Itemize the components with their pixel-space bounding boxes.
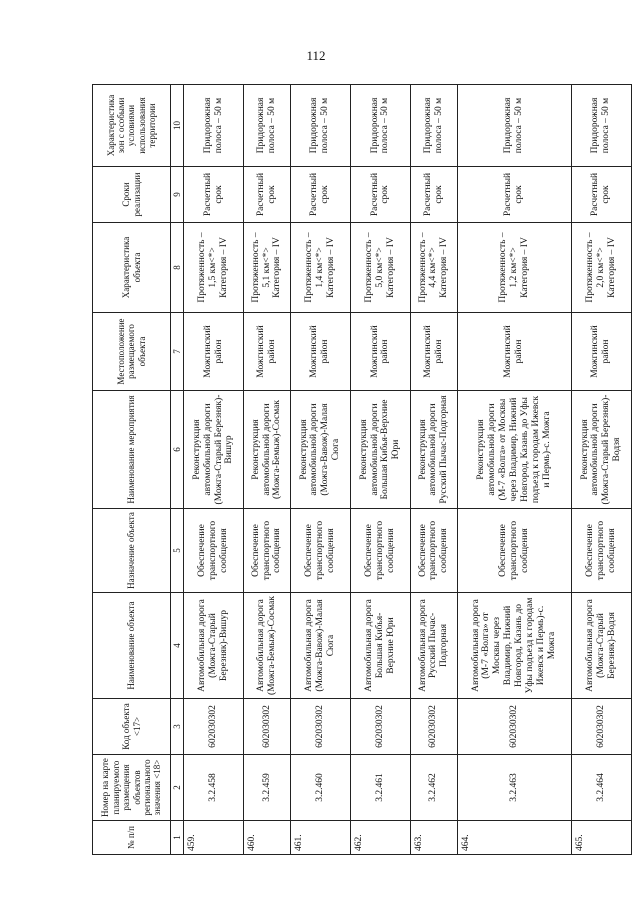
map-number: 3.2.460 [290, 755, 350, 821]
zone-characteristic: Придорожная полоса – 50 м [411, 85, 458, 167]
object-characteristic: Протяженность – 4,4 км<*> Категория – IV [411, 223, 458, 313]
object-code: 602030302 [290, 699, 350, 755]
table-row [411, 85, 458, 855]
implementation-term: Расчетный срок [244, 167, 291, 223]
row-number: 465. [571, 821, 631, 855]
table-row [290, 85, 350, 855]
object-purpose: Обеспечение транспортного сообщения [184, 509, 244, 593]
column-number: 8 [171, 223, 184, 313]
object-purpose: Обеспечение транспортного сообщения [411, 509, 458, 593]
column-number: 4 [171, 593, 184, 699]
implementation-term: Расчетный срок [184, 167, 244, 223]
column-number: 1 [171, 821, 184, 855]
table-row [571, 85, 631, 855]
object-code: 602030302 [350, 699, 410, 755]
object-code: 602030302 [411, 699, 458, 755]
header-cell: Наименование объекта [93, 593, 171, 699]
column-number: 6 [171, 391, 184, 509]
header-cell: Местоположение размещаемого объекта [93, 313, 171, 391]
column-number: 7 [171, 313, 184, 391]
object-characteristic: Протяженность – 2,0 км<*> Категория – IV [571, 223, 631, 313]
object-purpose: Обеспечение транспортного сообщения [290, 509, 350, 593]
column-number: 5 [171, 509, 184, 593]
zone-characteristic: Придорожная полоса – 50 м [184, 85, 244, 167]
object-name: Автомобильная дорога (Можга-Вавож)-Малая Сюга [290, 593, 350, 699]
object-location: Можгинский район [244, 313, 291, 391]
header-cell: Сроки реализации [93, 167, 171, 223]
column-number-row [171, 85, 184, 855]
implementation-term: Расчетный срок [290, 167, 350, 223]
implementation-term: Расчетный срок [350, 167, 410, 223]
implementation-term: Расчетный срок [457, 167, 571, 223]
column-number: 3 [171, 699, 184, 755]
object-name: Автомобильная дорога Русский Пычас-Подгорная [411, 593, 458, 699]
zone-characteristic: Придорожная полоса – 50 м [571, 85, 631, 167]
table-row [244, 85, 291, 855]
header-cell: Назначение объекта [93, 509, 171, 593]
measure-name: Реконструкция автомобильной дороги (Можга-Бемыж)-Сосмак [244, 391, 291, 509]
measure-name: Реконструкция автомобильной дороги Большая Кибья-Верхние Юри [350, 391, 410, 509]
table-row [184, 85, 244, 855]
object-location: Можгинский район [457, 313, 571, 391]
page-number: 112 [306, 48, 326, 63]
header-cell: № п/п [93, 821, 171, 855]
map-number: 3.2.461 [350, 755, 410, 821]
measure-name: Реконструкция автомобильной дороги Русский Пычас-Подгорная [411, 391, 458, 509]
object-code: 602030302 [244, 699, 291, 755]
implementation-term: Расчетный срок [411, 167, 458, 223]
zone-characteristic: Придорожная полоса – 50 м [457, 85, 571, 167]
object-characteristic: Протяженность – 1,2 км<*> Категория – IV [457, 223, 571, 313]
object-purpose: Обеспечение транспортного сообщения [244, 509, 291, 593]
object-location: Можгинский район [571, 313, 631, 391]
object-name: Автомобильная дорога (М-7 «Волга» от Москвы через Владимир, Нижний Новгород, Казань до Уфы подъезд к городам Ижевск и Пермь)-с. Можга [457, 593, 571, 699]
objects-table [92, 84, 632, 855]
object-code: 602030302 [457, 699, 571, 755]
header-row [93, 85, 171, 855]
object-name: Автомобильная дорога Большая Кибья-Верхние Юри [350, 593, 410, 699]
map-number: 3.2.462 [411, 755, 458, 821]
object-code: 602030302 [184, 699, 244, 755]
rotated-table-container [92, 85, 632, 855]
object-name: Автомобильная дорога (Можга-Старый Березняк)-Водзя [571, 593, 631, 699]
column-number: 10 [171, 85, 184, 167]
object-location: Можгинский район [411, 313, 458, 391]
object-purpose: Обеспечение транспортного сообщения [571, 509, 631, 593]
header-cell: Код объекта <17> [93, 699, 171, 755]
object-purpose: Обеспечение транспортного сообщения [350, 509, 410, 593]
object-location: Можгинский район [184, 313, 244, 391]
object-location: Можгинский район [290, 313, 350, 391]
row-number: 462. [350, 821, 410, 855]
object-name: Автомобильная дорога (Можга-Бемыж)-Сосмак [244, 593, 291, 699]
header-cell: Наименование мероприятия [93, 391, 171, 509]
zone-characteristic: Придорожная полоса – 50 м [350, 85, 410, 167]
column-number: 2 [171, 755, 184, 821]
zone-characteristic: Придорожная полоса – 50 м [244, 85, 291, 167]
object-purpose: Обеспечение транспортного сообщения [457, 509, 571, 593]
implementation-term: Расчетный срок [571, 167, 631, 223]
object-characteristic: Протяженность – 1,4 км<*> Категория – IV [290, 223, 350, 313]
row-number: 463. [411, 821, 458, 855]
object-characteristic: Протяженность – 5,1 км<*> Категория – IV [244, 223, 291, 313]
map-number: 3.2.464 [571, 755, 631, 821]
object-name: Автомобильная дорога (Можга-Старый Березняк)-Вишур [184, 593, 244, 699]
column-number: 9 [171, 167, 184, 223]
table-row [350, 85, 410, 855]
object-characteristic: Протяженность – 5,0 км<*> Категория – IV [350, 223, 410, 313]
map-number: 3.2.458 [184, 755, 244, 821]
row-number: 461. [290, 821, 350, 855]
map-number: 3.2.463 [457, 755, 571, 821]
map-number: 3.2.459 [244, 755, 291, 821]
object-code: 602030302 [571, 699, 631, 755]
row-number: 464. [457, 821, 571, 855]
measure-name: Реконструкция автомобильной дороги (Можга-Старый Березняк)-Водзя [571, 391, 631, 509]
row-number: 460. [244, 821, 291, 855]
measure-name: Реконструкция автомобильной дороги (М-7 «Волга» от Москвы через Владимир, Нижний Новгород, Казань до Уфы подъезд к городам Ижевск и Пермь)-с. Можга [457, 391, 571, 509]
zone-characteristic: Придорожная полоса – 50 м [290, 85, 350, 167]
table-row [457, 85, 571, 855]
header-cell: Характеристика зон с особыми условиями использования территории [93, 85, 171, 167]
row-number: 459. [184, 821, 244, 855]
header-cell: Номер на карте планируемого размещения объектов регионального значения <18> [93, 755, 171, 821]
object-characteristic: Протяженность – 1,5 км<*> Категория – IV [184, 223, 244, 313]
header-cell: Характеристика объекта [93, 223, 171, 313]
object-location: Можгинский район [350, 313, 410, 391]
measure-name: Реконструкция автомобильной дороги (Можга-Старый Березняк)-Вишур [184, 391, 244, 509]
measure-name: Реконструкция автомобильной дороги (Можга-Вавож)-Малая Сюга [290, 391, 350, 509]
